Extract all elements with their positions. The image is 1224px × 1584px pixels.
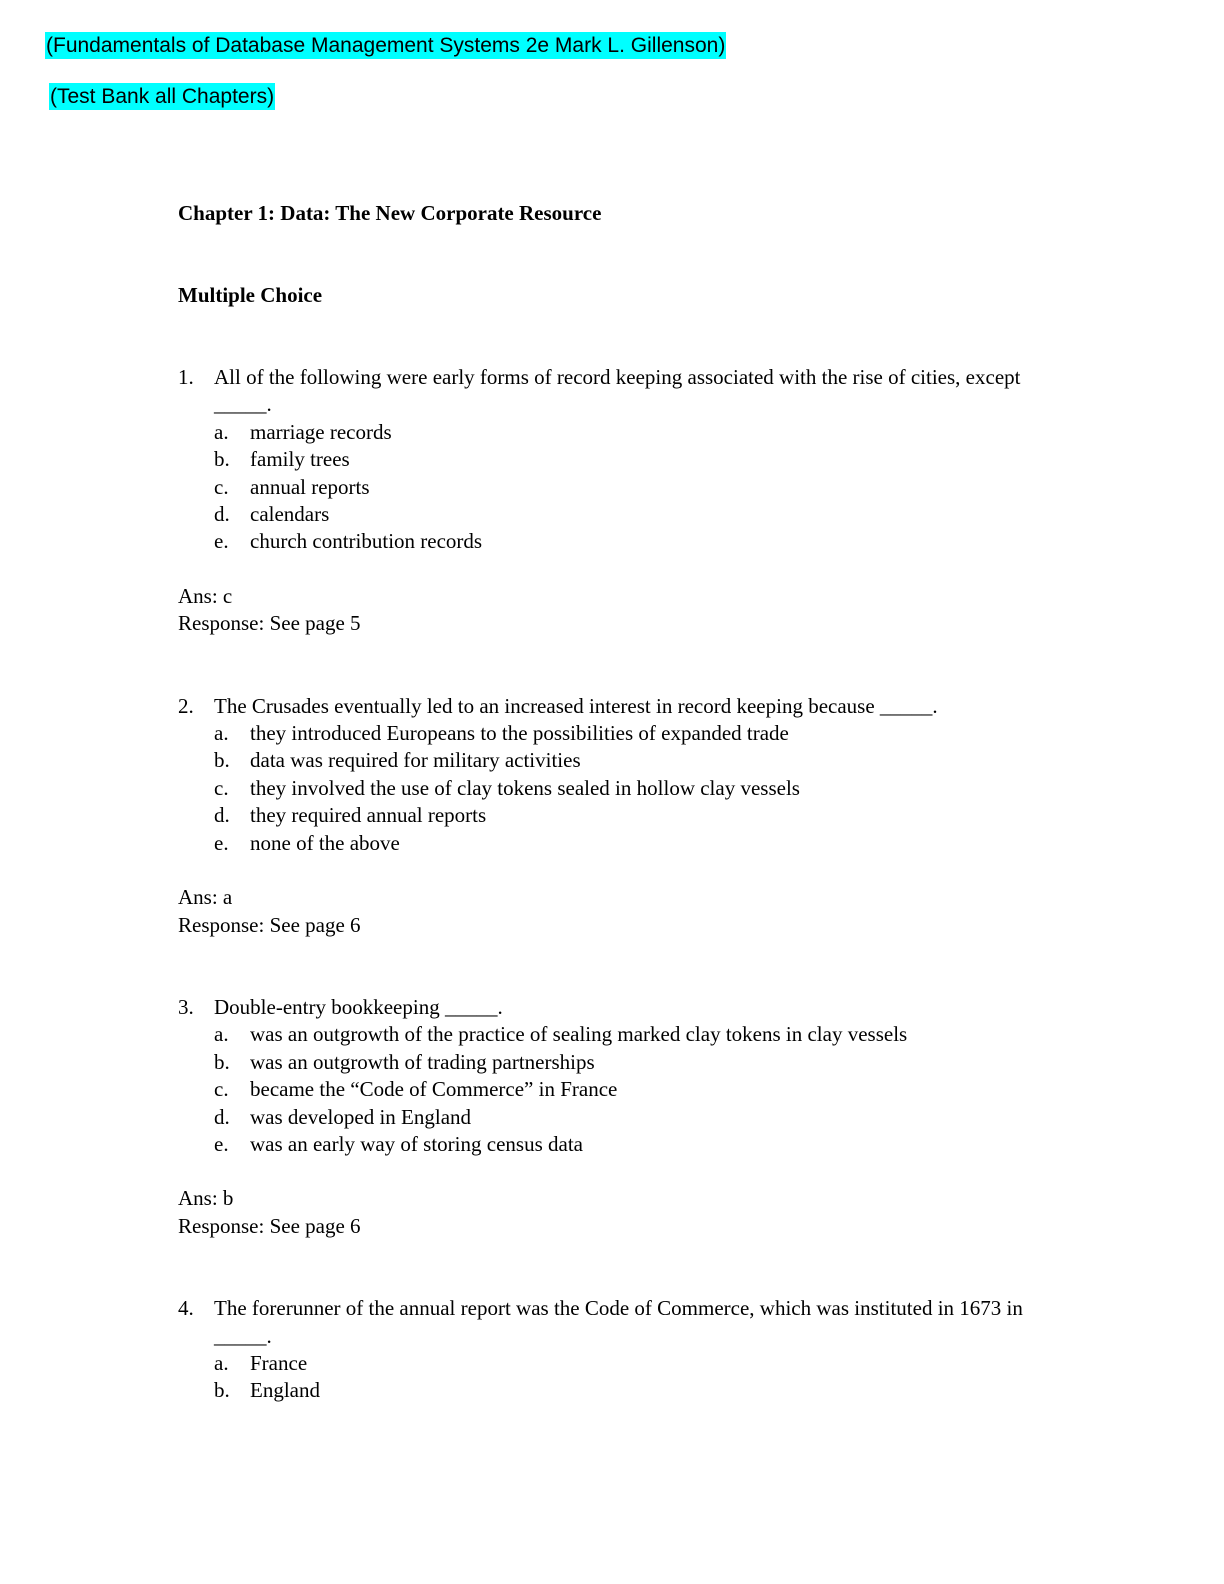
response-line: Response: See page 6 [178, 912, 361, 937]
option-e [214, 1131, 1058, 1158]
option-letter: e. [214, 830, 229, 855]
option-d [214, 1104, 1058, 1131]
question-number: 4. [178, 1296, 194, 1321]
question-4 [178, 1295, 1058, 1405]
option-text: they involved the use of clay tokens sealed in hollow clay vessels [250, 775, 800, 800]
header-title-highlight: (Fundamentals of Database Management Systems 2e Mark L. Gillenson) [46, 34, 726, 57]
option-list [178, 1021, 1058, 1158]
option-letter: a. [214, 1350, 229, 1375]
answer-block [178, 884, 1058, 939]
question-text: All of the following were early forms of record keeping associated with the rise of cities, except _____. [214, 365, 1021, 417]
question-text: Double-entry bookkeeping _____. [214, 994, 503, 1019]
question-number: 2. [178, 693, 194, 718]
option-letter: d. [214, 803, 230, 828]
question-number: 3. [178, 994, 194, 1019]
option-b [214, 446, 1058, 473]
option-d [214, 802, 1058, 829]
option-text: was an outgrowth of the practice of sealing marked clay tokens in clay vessels [250, 1022, 908, 1047]
option-letter: b. [214, 1378, 230, 1403]
option-b [214, 1377, 1058, 1404]
option-text: church contribution records [250, 529, 483, 554]
option-text: calendars [250, 502, 330, 527]
option-a [214, 419, 1058, 446]
option-text: they required annual reports [250, 803, 487, 828]
chapter-title: Chapter 1: Data: The New Corporate Resource [178, 201, 602, 225]
option-letter: b. [214, 447, 230, 472]
option-letter: d. [214, 1104, 230, 1129]
option-text: family trees [250, 447, 350, 472]
answer-block [178, 583, 1058, 638]
question-1 [178, 364, 1058, 638]
response-line: Response: See page 5 [178, 611, 361, 636]
option-letter: b. [214, 748, 230, 773]
option-letter: a. [214, 721, 229, 746]
option-letter: c. [214, 775, 229, 800]
question-list [178, 364, 1058, 1405]
option-a [214, 1021, 1058, 1048]
question-2 [178, 693, 1058, 939]
option-text: marriage records [250, 419, 392, 444]
option-text: was an early way of storing census data [250, 1131, 583, 1156]
option-text: was an outgrowth of trading partnerships [250, 1049, 595, 1074]
option-list [178, 720, 1058, 857]
option-list [178, 419, 1058, 556]
option-c [214, 1076, 1058, 1103]
option-text: became the “Code of Commerce” in France [250, 1077, 618, 1102]
answer-line: Ans: a [178, 885, 233, 910]
option-letter: b. [214, 1049, 230, 1074]
question-number: 1. [178, 365, 194, 389]
option-b [214, 1049, 1058, 1076]
option-text: data was required for military activities [250, 748, 581, 773]
question-text: The forerunner of the annual report was the Code of Commerce, which was instituted in 1673 in _____. [214, 1296, 1023, 1348]
section-title: Multiple Choice [178, 283, 323, 307]
option-c [214, 474, 1058, 501]
option-a [214, 720, 1058, 747]
option-text: none of the above [250, 830, 400, 855]
option-text: France [250, 1350, 308, 1375]
answer-line: Ans: c [178, 583, 233, 608]
question-text: The Crusades eventually led to an increased interest in record keeping because _____. [214, 693, 938, 718]
option-letter: c. [214, 474, 229, 499]
answer-block [178, 1185, 1058, 1240]
option-text: annual reports [250, 474, 370, 499]
option-a [214, 1350, 1058, 1377]
option-text: England [250, 1378, 320, 1403]
option-b [214, 747, 1058, 774]
response-line: Response: See page 6 [178, 1213, 361, 1238]
option-c [214, 775, 1058, 802]
option-list [178, 1350, 1058, 1405]
document-body [178, 200, 1058, 1460]
option-letter: a. [214, 419, 229, 444]
option-letter: d. [214, 502, 230, 527]
option-e [214, 830, 1058, 857]
answer-line: Ans: b [178, 1186, 234, 1211]
option-text: was developed in England [250, 1104, 472, 1129]
option-d [214, 501, 1058, 528]
header-subtitle-highlight: (Test Bank all Chapters) [50, 85, 275, 108]
option-letter: c. [214, 1077, 229, 1102]
question-3 [178, 994, 1058, 1240]
option-letter: a. [214, 1022, 229, 1047]
option-e [214, 528, 1058, 555]
option-letter: e. [214, 1131, 229, 1156]
option-letter: e. [214, 529, 229, 554]
option-text: they introduced Europeans to the possibilities of expanded trade [250, 721, 789, 746]
